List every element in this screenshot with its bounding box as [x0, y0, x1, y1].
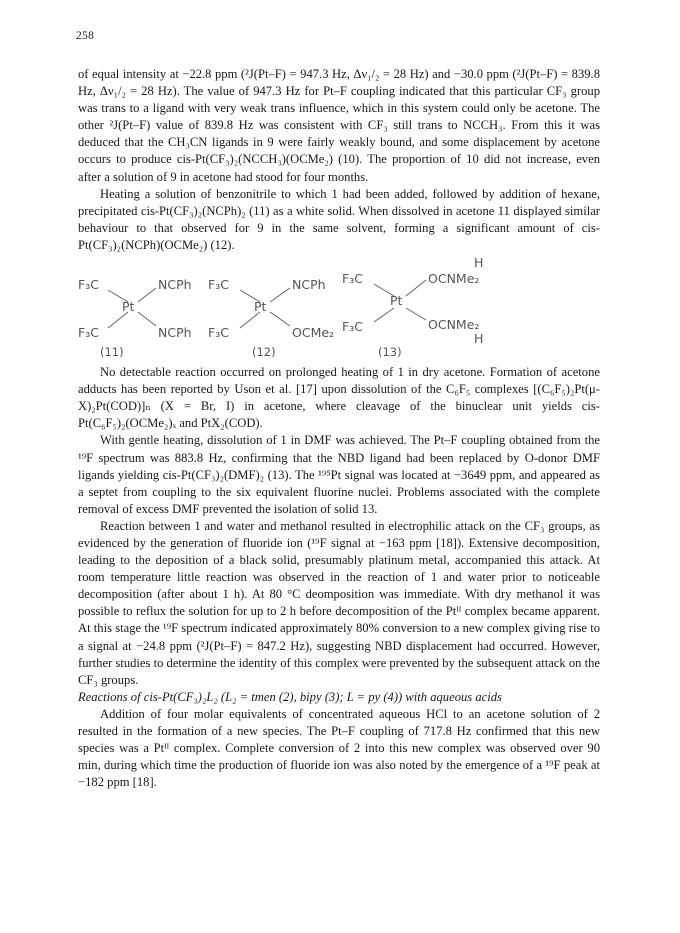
structure-13-tl: F₃C: [342, 271, 363, 287]
structure-11-caption: (11): [100, 345, 124, 360]
structure-12-caption: (12): [252, 345, 276, 360]
paragraph-6: Addition of four molar equivalents of concentrated aqueous HCl to an acetone solution of 2 resulted in the formation of a new species. The Pt–F coupling of 717.8 Hz confirmed that this new species was a Ptᴵᴵ complex. Complete conversion of 2 into this new complex was observed over 90 min, during which time the production of fluoride ion was also noted by the emergence of a ¹⁹F peak at −182 ppm [18].: [78, 706, 600, 790]
structure-11-bl: F₃C: [78, 325, 99, 341]
structure-12-tl: F₃C: [208, 277, 229, 293]
structure-row: [78, 255, 600, 360]
page-number: 258: [76, 30, 95, 42]
structure-12-bonds: [208, 260, 358, 358]
structure-11: [78, 260, 218, 358]
structure-13-tr: OCNMe₂: [428, 271, 480, 287]
structure-11-tr: NCPh: [158, 277, 192, 293]
section-heading: Reactions of cis-Pt(CF₃)₂L₂ (L₂ = tmen (2), bipy (3); L = py (4)) with aqueous acids: [78, 689, 502, 704]
structure-13-bonds: [340, 260, 510, 358]
structure-13-h-bottom: H: [474, 331, 484, 347]
structure-11-bonds: [78, 260, 218, 358]
paragraph-5: Reaction between 1 and water and methanol resulted in electrophilic attack on the CF₃ groups, as evidenced by the generation of fluoride ion (¹⁹F signal at −163 ppm [18]). Extensive decomposition, leading to the deposition of a black solid, presumably platinum metal, accompanied this attack. At room temperature little reaction was observed in the reaction of 1 and water prior to noticeable decomposition (after about 1 h). At 80 °C deomposition was immediate. With dry methanol it was possible to reflux the solution for up to 2 h before decomposition of the Ptᴵᴵ complex became apparent. At this stage the ¹⁹F spectrum indicated approximately 80% conversion to a new complex giving rise to a signal at −24.8 ppm (²J(Pt–F) = 847.2 Hz), suggesting NBD displacement had occurred. However, further studies to determine the identity of this complex were prevented by the subsequent attack on the CF₃ groups.: [78, 518, 600, 687]
structure-13-caption: (13): [378, 345, 402, 360]
structure-12-tr: NCPh: [292, 277, 326, 293]
paragraph-1: of equal intensity at −22.8 ppm (²J(Pt–F) = 947.3 Hz, Δν₁/₂ = 28 Hz) and −30.0 ppm (²J(Pt–F) = 839.8 Hz, Δν₁/₂ = 28 Hz). The value of 947.3 Hz for Pt–F coupling indicated that this particular CF₃ group was trans to a ligand with very weak trans influence, which in this system could only be acetone. The other ²J(Pt–F) value of 839.8 Hz was consistent with CF₃ still trans to NCCH₃. From this it was deduced that the CH₃CN ligands in 9 were fairly weakly bound, and some displacement by acetone occurs to produce cis-Pt(CF₃)₂(NCCH₃)(OCMe₂) (10). The proportion of 10 did not increase, even after a solution of 9 in acetone had stood for four months.: [78, 67, 600, 184]
structure-11-pt: Pt: [122, 299, 135, 315]
structure-13-pt: Pt: [390, 293, 403, 309]
structure-12: [208, 260, 358, 358]
paragraph-4: With gentle heating, dissolution of 1 in DMF was achieved. The Pt–F coupling obtained from the ¹⁹F spectrum was 883.8 Hz, confirming that the NBD ligand had been replaced by O-donor DMF ligands yielding cis-Pt(CF₃)₂(DMF)₂ (13). The ¹⁹⁵Pt signal was located at −3649 ppm, and appeared as a septet from coupling to the six equivalent fluorine nuclei. Problems associated with the complete removal of excess DMF prevented the isolation of solid 13.: [78, 433, 600, 516]
structure-13-h-top: H: [474, 255, 484, 271]
body-text: [78, 66, 600, 791]
paragraph-3: No detectable reaction occurred on prolonged heating of 1 in dry acetone. Formation of acetone adducts has been reported by Uson et al. [17] upon dissolution of the C₆F₅ complexes [(C₆F₅)₂Pt(μ-X)₂Pt(COD)]ₙ (X = Br, I) in acetone, where cleavage of the binuclear unit yields cis-Pt(C₆F₅)₂(OCMe₂)ₓ and PtX₂(COD).: [78, 365, 600, 431]
structure-13-br: OCNMe₂: [428, 317, 480, 333]
structure-13-bl: F₃C: [342, 319, 363, 335]
paragraph-2: Heating a solution of benzonitrile to which 1 had been added, followed by addition of hexane, precipitated cis-Pt(CF₃)₂(NCPh)₂ (11) as a white solid. When dissolved in acetone 11 displayed similar behaviour to that observed for 9 in the same solvent, forming a significant amount of cis-Pt(CF₃)₂(NCPh)(OCMe₂) (12).: [78, 186, 600, 252]
structure-12-br: OCMe₂: [292, 325, 335, 341]
structure-11-tl: F₃C: [78, 277, 99, 293]
structure-11-br: NCPh: [158, 325, 192, 341]
structure-12-pt: Pt: [254, 299, 267, 315]
structure-13: [340, 255, 510, 360]
structure-12-bl: F₃C: [208, 325, 229, 341]
